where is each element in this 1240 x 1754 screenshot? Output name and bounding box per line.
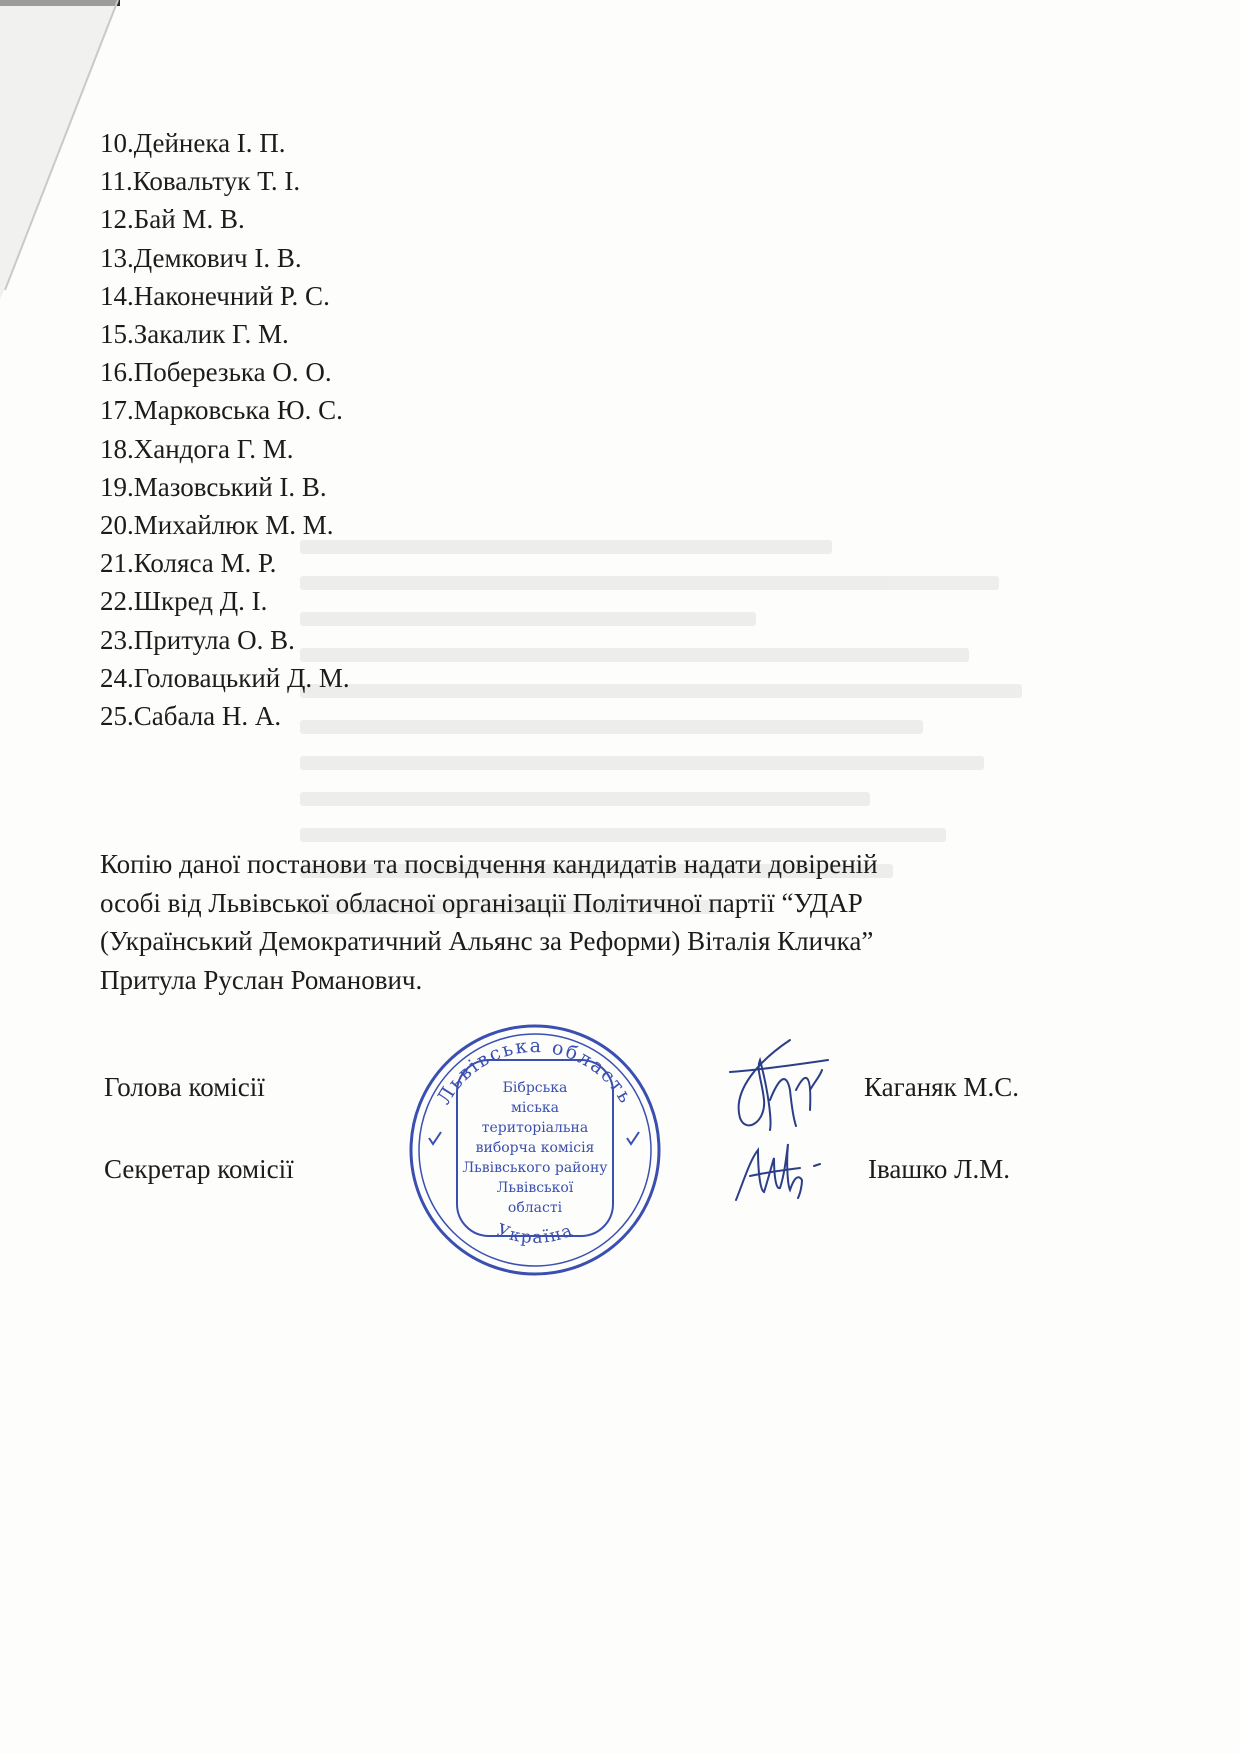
list-item: 16.Поберезька О. О.: [100, 357, 332, 388]
stamp-line: Львівського району: [462, 1160, 608, 1176]
list-item: 21.Коляса М. Р.: [100, 548, 277, 579]
chair-title: Голова комісії: [104, 1072, 265, 1102]
list-item: 20.Михайлюк М. М.: [100, 510, 334, 541]
list-item: 15.Закалик Г. М.: [100, 319, 289, 350]
stamp-line: Львівської: [496, 1180, 574, 1196]
stamp-line: виборча комісія: [475, 1140, 595, 1156]
stamp-outer-top: Львівська область: [432, 1034, 638, 1109]
stamp-line: Бібрська: [502, 1080, 568, 1096]
list-item: 18.Хандога Г. М.: [100, 433, 294, 464]
list-item: 12.Бай М. В.: [100, 204, 245, 235]
list-item: 23.Притула О. В.: [100, 624, 295, 655]
stamp-line: територіальна: [481, 1120, 589, 1136]
secretary-title: Секретар комісії: [104, 1154, 294, 1184]
stamp-line: області: [507, 1200, 563, 1216]
list-item: 11.Ковальтук Т. І.: [100, 166, 301, 197]
chair-signature: [720, 1030, 830, 1140]
paragraph-line: Притула Руслан Романович.: [100, 964, 423, 995]
paragraph-line: (Український Демократичний Альянс за Реформи) Віталія Кличка”: [100, 926, 874, 956]
svg-text:Львівська область: [433, 1035, 638, 1108]
paragraph-line: Копію даної постанови та посвідчення кандидатів надати довіреній: [100, 849, 878, 879]
stamp-outer-bottom: Україна: [493, 1220, 577, 1249]
list-item: 22.Шкред Д. І.: [100, 586, 268, 617]
instruction-paragraph: [100, 845, 1100, 999]
paragraph-line: особі від Львівської обласної організації Політичної партії “УДАР: [100, 887, 863, 918]
list-item: 24.Головацький Д. М.: [100, 662, 350, 693]
svg-text:Україна: [494, 1220, 577, 1248]
list-item: 10.Дейнека І. П.: [100, 128, 286, 158]
list-item: 25.Сабала Н. А.: [100, 701, 282, 732]
list-item: 14.Наконечний Р. С.: [100, 280, 330, 311]
secretary-signature: [728, 1130, 828, 1210]
list-item: 13.Демкович І. В.: [100, 242, 302, 273]
list-item: 17.Марковська Ю. С.: [100, 395, 343, 426]
secretary-name: Івашко Л.М.: [868, 1154, 1010, 1184]
list-item: 19.Мазовський І. В.: [100, 471, 327, 502]
chair-name: Каганяк М.С.: [864, 1072, 1019, 1102]
candidate-list: [100, 124, 350, 735]
stamp-line: міська: [511, 1100, 559, 1116]
official-stamp: [405, 1020, 665, 1280]
